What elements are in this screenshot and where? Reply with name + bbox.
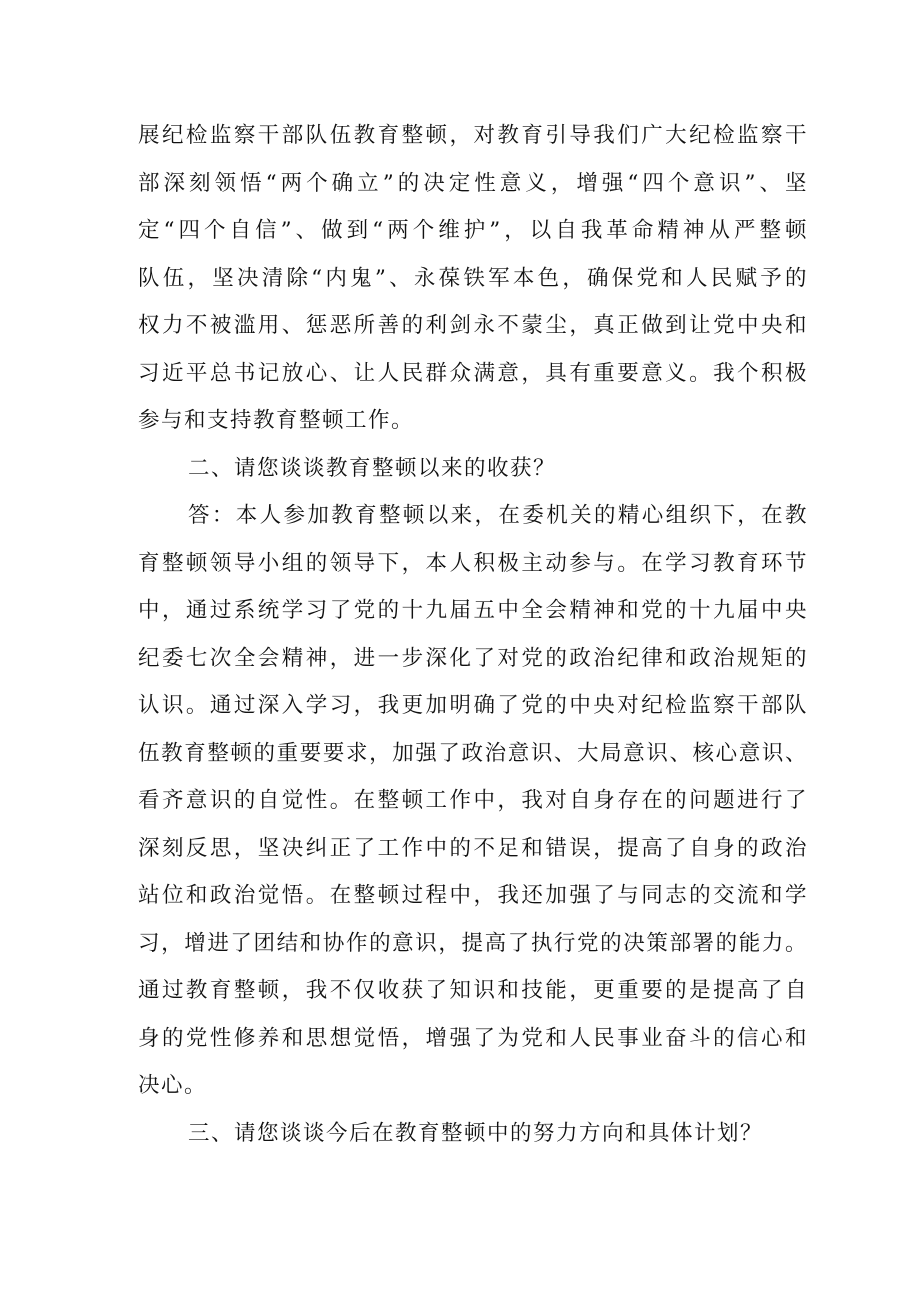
- text-line: 身的党性修养和思想觉悟，增强了为党和人民事业奋斗的信心和: [138, 1025, 808, 1051]
- answer-paragraph-2: [138, 492, 808, 1110]
- document-body: [138, 112, 808, 1157]
- text-line: 权力不被滥用、惩恶所善的利剑永不蒙尘，真正做到让党中央和: [138, 313, 808, 338]
- text-line: 参与和支持教育整顿工作。: [138, 408, 415, 433]
- text-line: 队伍，坚决清除“内鬼”、永葆铁军本色，确保党和人民赋予的: [138, 265, 808, 291]
- text-line: 深刻反思，坚决纠正了工作中的不足和错误，提高了自身的政治: [138, 835, 808, 861]
- text-line: 中，通过系统学习了党的十九届五中全会精神和党的十九届中央: [138, 598, 808, 623]
- text-line: 决心。: [138, 1073, 208, 1098]
- text-line: 定“四个自信”、做到“两个维护”，以自我革命精神从严整顿: [138, 218, 808, 243]
- question-heading-2: 二、请您谈谈教育整顿以来的收获？: [188, 455, 557, 481]
- text-line: 纪委七次全会精神，进一步深化了对党的政治纪律和政治规矩的: [138, 645, 808, 671]
- text-line: 习，增进了团结和协作的意识，提高了执行党的决策部署的能力。: [138, 930, 808, 956]
- text-line: 站位和政治觉悟。在整顿过程中，我还加强了与同志的交流和学: [138, 883, 808, 908]
- text-line: 看齐意识的自觉性。在整顿工作中，我对自身存在的问题进行了: [138, 788, 808, 813]
- text-line: 习近平总书记放心、让人民群众满意，具有重要意义。我个积极: [138, 360, 808, 386]
- text-line: 伍教育整顿的重要要求，加强了政治意识、大局意识、核心意识、: [138, 740, 808, 766]
- text-line: 通过教育整顿，我不仅收获了知识和技能，更重要的是提高了自: [138, 978, 808, 1003]
- text-line: 部深刻领悟“两个确立”的决定性意义，增强“四个意识”、坚: [138, 170, 808, 196]
- text-line: 答：本人参加教育整顿以来，在委机关的精心组织下，在教: [188, 503, 808, 528]
- question-heading-3: 三、请您谈谈今后在教育整顿中的努力方向和具体计划？: [188, 1120, 764, 1146]
- text-line: 认识。通过深入学习，我更加明确了党的中央对纪检监察干部队: [138, 693, 808, 718]
- text-line: 展纪检监察干部队伍教育整顿，对教育引导我们广大纪检监察干: [138, 123, 808, 148]
- paragraph-intro: [138, 112, 808, 445]
- text-line: 育整顿领导小组的领导下，本人积极主动参与。在学习教育环节: [138, 550, 808, 576]
